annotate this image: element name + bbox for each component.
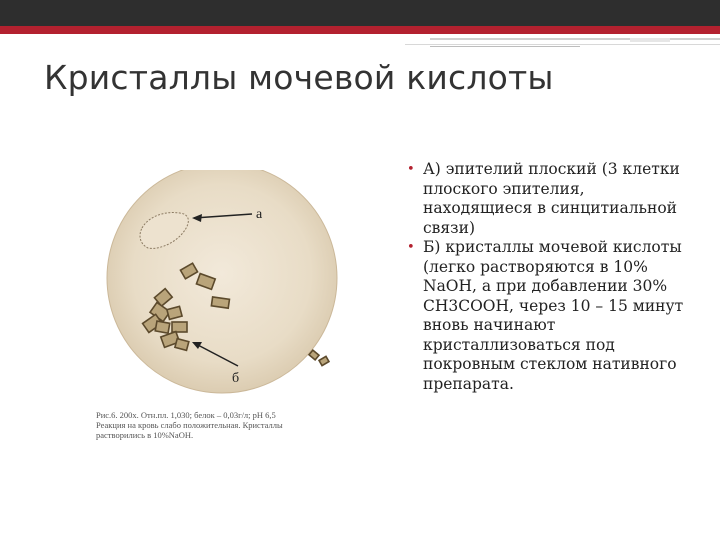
bullet-list [405, 160, 695, 394]
crystal [167, 306, 182, 319]
accent-bar [0, 26, 720, 34]
bullet-marker: • [407, 240, 415, 255]
caption-line: растворились в 10%NaOH. [96, 430, 194, 440]
decor-line [630, 38, 670, 42]
caption-line: Рис.6. 200x. Отн.пл. 1,030; белок – 0,03г/л; pH 6,5 [96, 410, 276, 420]
crystal [211, 297, 229, 308]
figure-caption [96, 410, 356, 440]
top-bar [0, 0, 720, 26]
caption-line: Реакция на кровь слабо положительная. Кристаллы [96, 420, 283, 430]
bullet-marker: • [407, 162, 415, 177]
bullet-item [405, 160, 695, 238]
crystal [175, 339, 189, 351]
decor-line [430, 38, 720, 40]
microscope-field [107, 170, 337, 393]
decor-line [405, 44, 720, 45]
bullet-text: Б) кристаллы мочевой кислоты (легко растворяются в 10% NaOH, а при добавлении 30% CH3COOH, через 10 – 15 минут вновь начинают кристаллизоваться под покровным стеклом нативного препарата. [423, 238, 684, 393]
crystal [172, 322, 187, 332]
slide-title: Кристаллы мочевой кислоты [44, 58, 554, 97]
label-b: б [232, 371, 240, 386]
crystal [319, 356, 329, 365]
label-a: а [256, 207, 263, 222]
decor-line [430, 46, 580, 47]
bullet-item [405, 238, 695, 394]
bullet-text: А) эпителий плоский (3 клетки плоского эпителия, находящиеся в синцитиальной связи) [423, 160, 680, 237]
crystal [155, 321, 170, 333]
